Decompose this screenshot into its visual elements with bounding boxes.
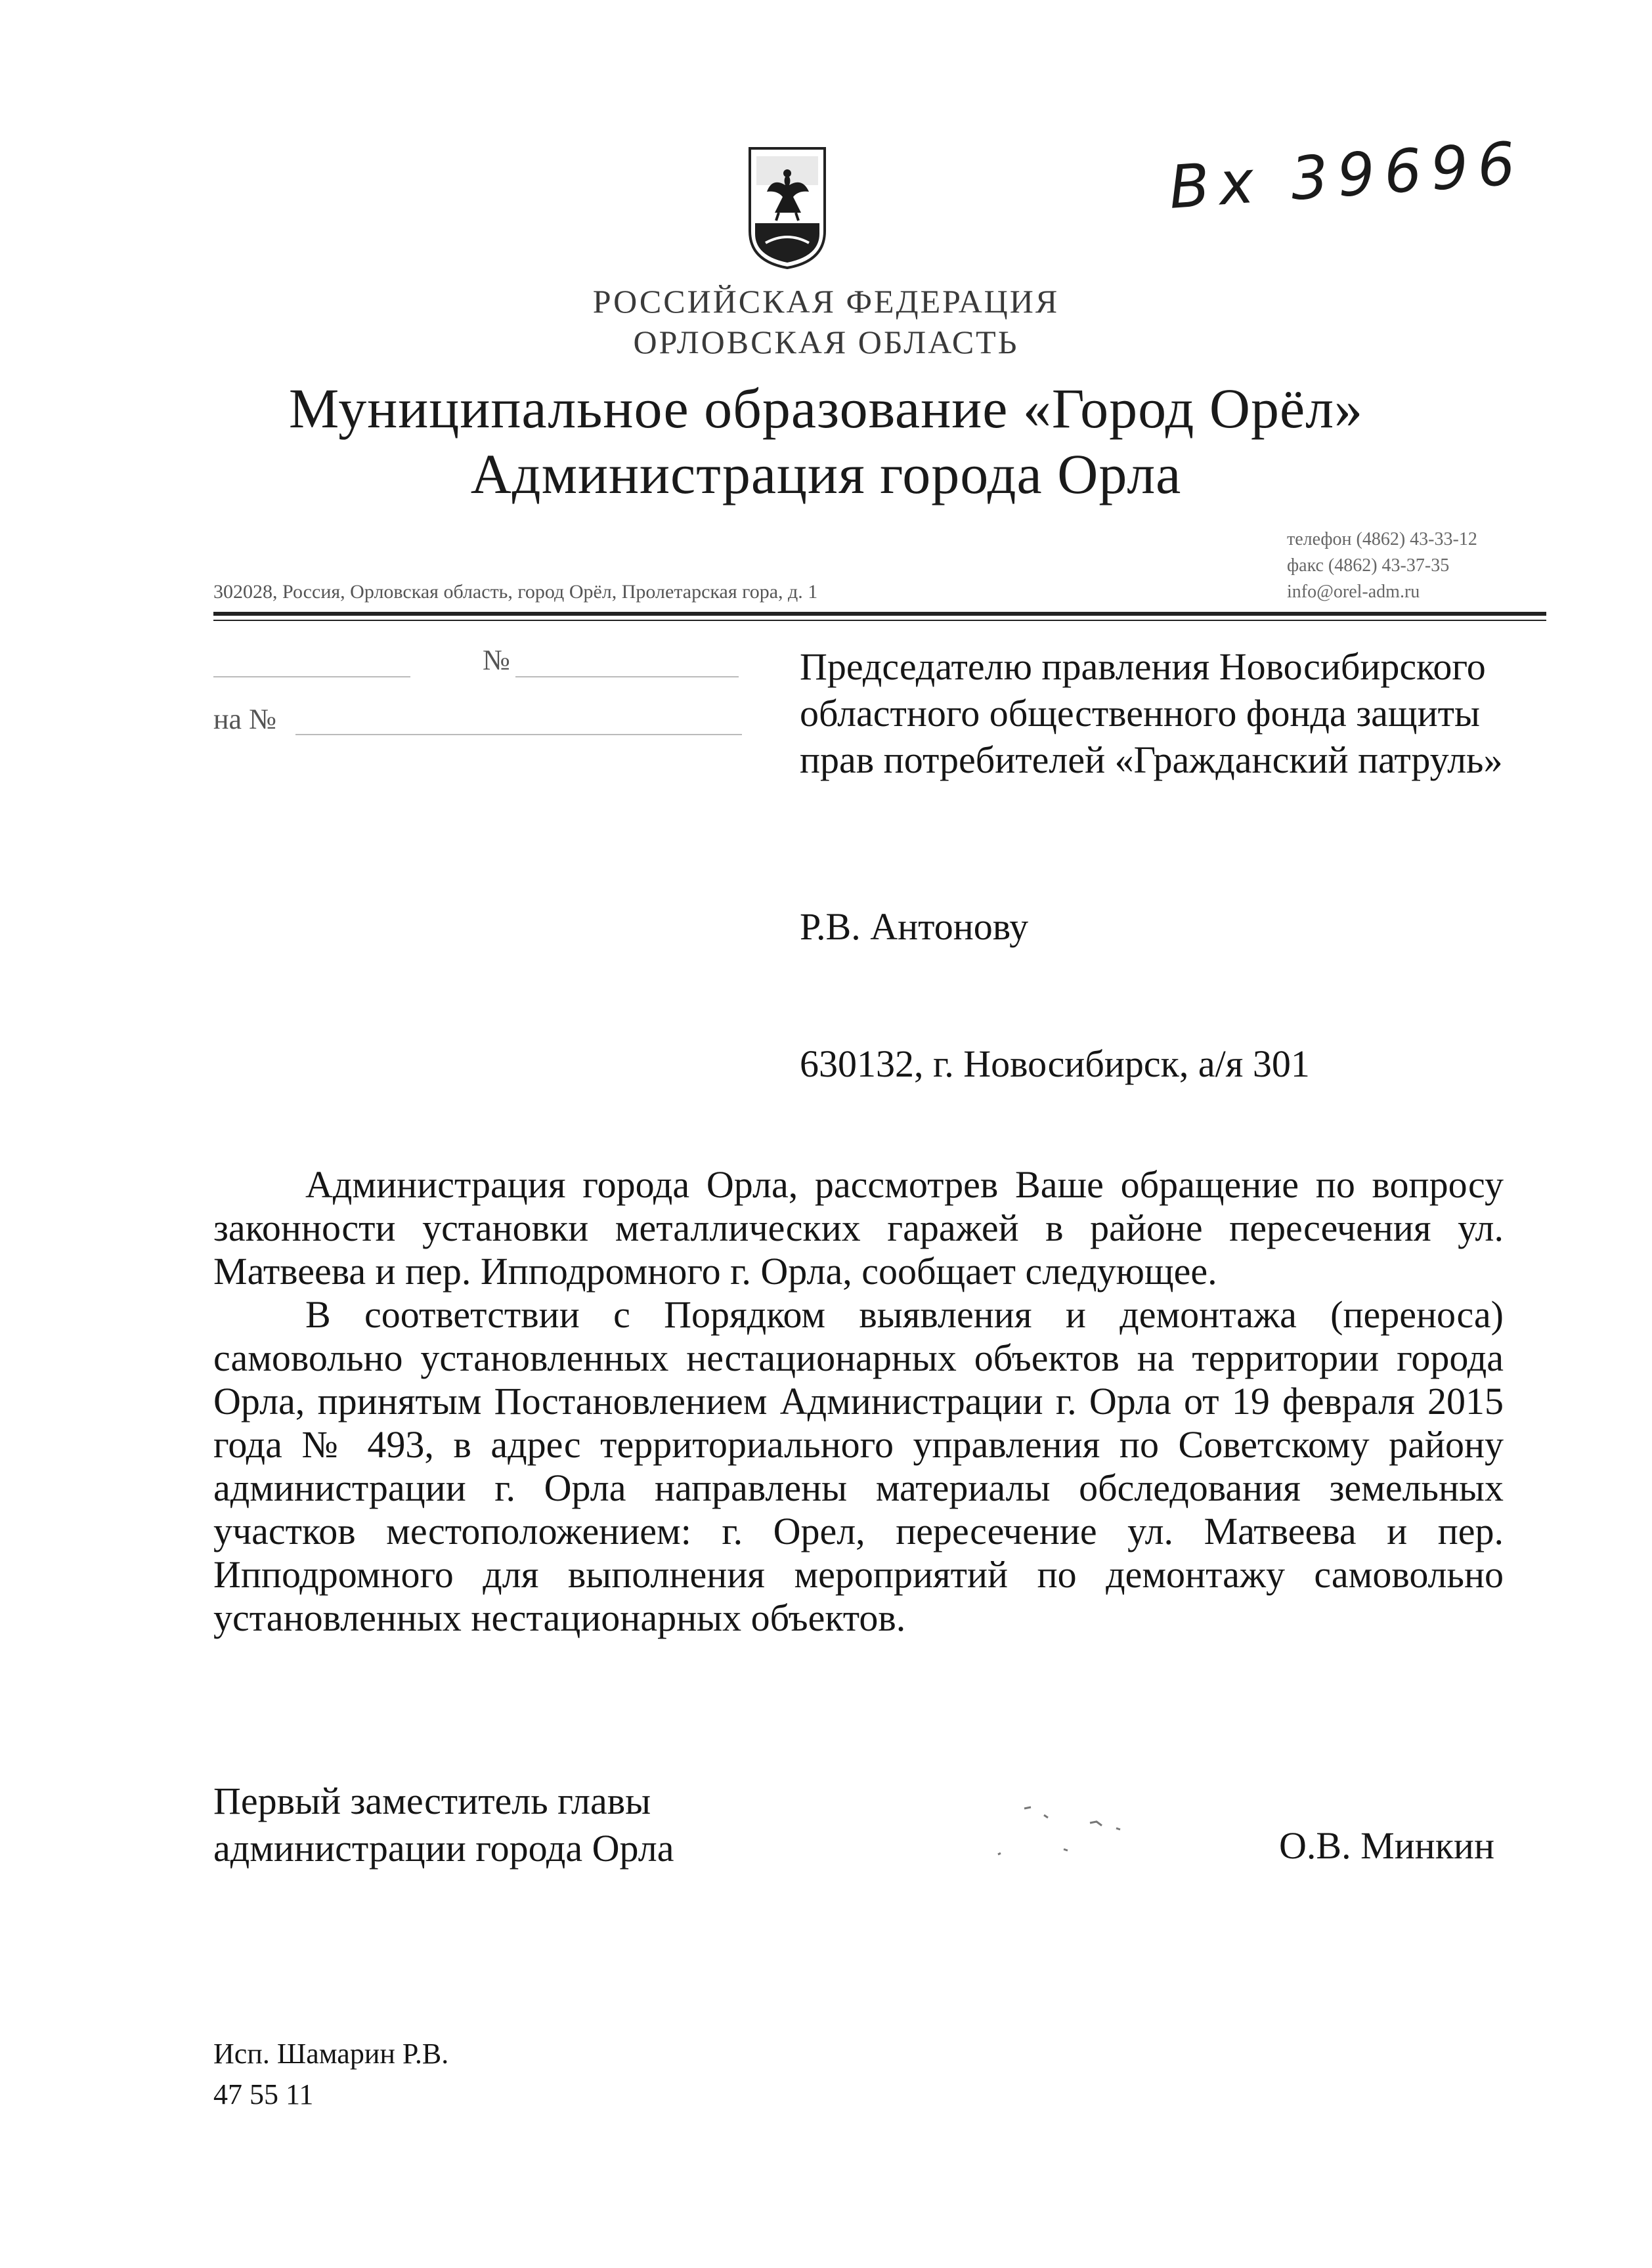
postal-address: 302028, Россия, Орловская область, город Орёл, Пролетарская гора, д. 1: [213, 581, 818, 603]
recipient-address: 630132, г. Новосибирск, а/я 301: [800, 1042, 1310, 1085]
signatory-title-line-2: администрации города Орла: [213, 1827, 674, 1870]
signatory-name: О.В. Минкин: [1279, 1824, 1494, 1867]
fax-text: факс (4862) 43-37-35: [1287, 555, 1450, 576]
region-name: ОРЛОВСКАЯ ОБЛАСТЬ: [633, 324, 1019, 360]
incoming-number-handwritten: Вх 39696: [1166, 129, 1527, 223]
header-rule-thick: [213, 612, 1546, 616]
country-name: РОССИЙСКАЯ ФЕДЕРАЦИЯ: [592, 283, 1060, 320]
number-label: №: [483, 644, 510, 676]
executor-phone: 47 55 11: [213, 2078, 314, 2110]
recipient-position: Председателю правления Новосибирского областного общественного фонда защиты прав потребителей «Гражданский патруль»: [800, 645, 1503, 781]
phone-text: телефон (4862) 43-33-12: [1287, 529, 1477, 549]
signatory-title-line-1: Первый заместитель главы: [213, 1780, 651, 1822]
executor-name: Исп. Шамарин Р.В.: [213, 2038, 449, 2070]
reply-to-label: на №: [213, 703, 277, 735]
number-line: [515, 676, 739, 677]
coat-of-arms-emblem: [746, 144, 829, 270]
header-rule-thin: [213, 620, 1546, 621]
reply-to-line: [295, 734, 742, 735]
date-line: [213, 676, 410, 677]
reply-to-registration: [213, 702, 276, 736]
signatory-title: [213, 1778, 674, 1872]
letter-body: [213, 1163, 1504, 1640]
recipient-name: Р.В. Антонову: [800, 905, 1029, 948]
municipality-title: Муниципальное образование «Город Орёл»: [288, 377, 1364, 440]
email-text: info@orel-adm.ru: [1287, 582, 1420, 602]
signature-marks: [985, 1789, 1182, 1868]
body-paragraph-1: Администрация города Орла, рассмотрев Ваше обращение по вопросу законности установки металлических гаражей в районе пересечения ул. Матвеева и пер. Ипподромного г. Орла, сообщает следующее.: [213, 1163, 1504, 1293]
administration-title: Администрация города Орла: [470, 442, 1182, 505]
executor-info: [213, 2034, 448, 2115]
body-paragraph-2: В соответствии с Порядком выявления и демонтажа (переноса) самовольно установленных нестационарных объектов на территории города Орла, принятым Постановлением Администрации г. Орла от 19 февраля 2015 года № 493, в адрес территориального управления по Советскому району администрации г. Орла направлены материалы обследования земельных участков местоположением: г. Орел, пересечение ул. Матвеева и пер. Ипподромного для выполнения мероприятий по демонтажу самовольно установленных нестационарных объектов.: [213, 1293, 1504, 1639]
